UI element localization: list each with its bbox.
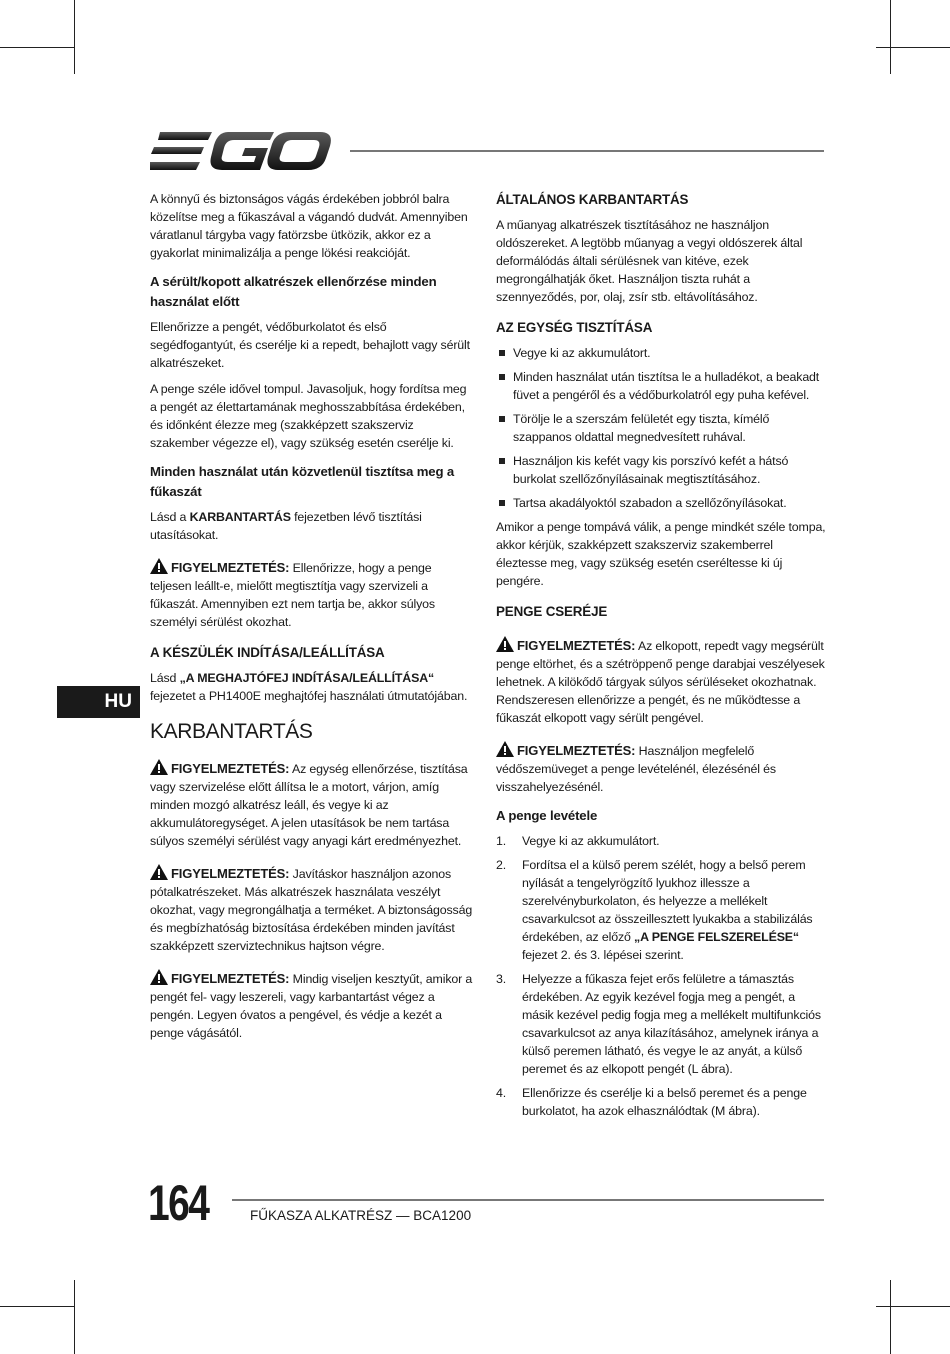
general-maintenance-heading: ÁLTALÁNOS KARBANTARTÁS	[496, 192, 689, 207]
warning-3: FIGYELMEZTETÉS: Javításkor használjon azonos pótalkatrészeket. Más alkatrészek használata veszélyt okozhat, vagy megrongálhatja a terméket. A biztonságosság és megbízhatóság biztosítása érdekében minden javítást szakképzett szerviztechnikus hajtson végre.	[150, 866, 473, 953]
warning-icon	[150, 864, 168, 880]
footer-title: FŰKASZA ALKATRÉSZ — BCA1200	[250, 1208, 472, 1223]
warning-1: FIGYELMEZTETÉS: Ellenőrizze, hogy a penge teljesen leállt-e, mielőtt megtisztítja vagy szervizeli a fűkaszát. Amennyiben ezt nem tartja be, akkor súlyos személyi sérülést okozhat.	[150, 560, 435, 629]
dull-blade-paragraph: Amikor a penge tompává válik, a penge mindkét széle tompa, akkor kérjük, szakképzett szakszerviz szakemberrel éleztesse meg, vagy szükség esetén cseréltesse ki új pengére.	[496, 520, 826, 588]
inspect-paragraph-2: A penge széle idővel tompul. Javasoljuk, hogy fordítsa meg a pengét az élettartamának meghosszabbítása érdekében, és időnként élezze meg (szakképzett szakszerviz szakember végezze el), vagy szükség esetén cserélje ki.	[150, 382, 467, 450]
blade-replacement-heading: PENGE CSERÉJE	[496, 604, 608, 619]
crop-mark	[0, 47, 74, 48]
list-item: Vegye ki az akkumulátort.	[496, 344, 826, 362]
warning-6: FIGYELMEZTETÉS: Használjon megfelelő védőszemüveget a penge levételénél, élezésénél és visszahelyezésénél.	[496, 743, 776, 794]
cleaning-list	[496, 344, 826, 512]
unit-cleaning-heading: AZ EGYSÉG TISZTÍTÁSA	[496, 320, 653, 335]
warning-2: FIGYELMEZTETÉS: Az egység ellenőrzése, tisztítása vagy szervizelése előtt állítsa le a motort, várjon, amíg minden mozgó alkatrész leáll, és vegye ki az akkumulátoregységet. A jelen utasítások be nem tartása súlyos személyi sérülést vagy anyagi kárt eredményezhet.	[150, 761, 468, 848]
removal-steps	[496, 832, 826, 1120]
crop-mark	[74, 1280, 75, 1354]
list-item: Használjon kis kefét vagy kis porszívó kefét a hátsó burkolat szellőzőnyílásainak megtisztításához.	[496, 452, 826, 488]
clean-heading: Minden használat után közvetlenül tisztítsa meg a fűkaszát	[150, 464, 455, 499]
inspect-paragraph-1: Ellenőrizze a pengét, védőburkolatot és első segédfogantyút, és cserélje ki a repedt, behajlott vagy sérült alkatrészeket.	[150, 320, 470, 370]
list-item: Törölje le a szerszám felületét egy tiszta, kímélő szappanos oldattal megnedvesített ruhával.	[496, 410, 826, 446]
crop-mark	[876, 47, 950, 48]
blade-removal-heading: A penge levétele	[496, 808, 598, 823]
step-item: 3. Helyezze a fűkasza fejet erős felületre a támasztás érdekében. Az egyik kezével fogja meg a pengét, a másik kezével pedig fogja meg a mellékelt multifunkciós csavarkulcsot az anya kilazításához, amelynek iránya a külső peremen látható, és vegye le az anyát, a külső peremet és az elkopott pengét (L ábra).	[496, 972, 821, 1076]
start-stop-paragraph: Lásd „A MEGHAJTÓFEJ INDÍTÁSA/LEÁLLÍTÁSA“ fejezetet a PH1400E meghajtófej használati útmutatójában.	[150, 671, 468, 703]
inspect-heading: A sérült/kopott alkatrészek ellenőrzése minden használat előtt	[150, 274, 437, 309]
warning-icon	[150, 759, 168, 775]
intro-paragraph: A könnyű és biztonságos vágás érdekében jobbról balra közelítse meg a fűkaszával a vágandó dudvát. Amennyiben váratlanul tárgyba vagy fatörzsbe ütközik, akkor ez a gyakorlat minimalizálja a penge lökési reakcióját.	[150, 192, 468, 260]
warning-5: FIGYELMEZTETÉS: Az elkopott, repedt vagy megsérült penge eltörhet, és a szétröppenő penge darabjai veszélyesek lehetnek. A kilökődő tárgyak súlyos sérüléseket okozhatnak. Rendszeresen ellenőrizze a pengét, és ne működtesse a fűkaszát elkopott vagy sérült pengével.	[496, 638, 825, 725]
footer-rule	[232, 1199, 824, 1201]
page-number: 164	[148, 1175, 209, 1231]
header-rule	[350, 150, 824, 152]
warning-icon	[150, 558, 168, 574]
language-tab: HU	[57, 686, 140, 718]
crop-mark	[890, 0, 891, 74]
crop-mark	[0, 1306, 74, 1307]
right-column	[496, 190, 826, 1126]
step-item: 4. Ellenőrizze és cserélje ki a belső peremet és a penge burkolatot, ha azok elhasználódtak (M ábra).	[496, 1086, 807, 1118]
list-item: Tartsa akadályoktól szabadon a szellőzőnyílásokat.	[496, 494, 826, 512]
clean-paragraph: Lásd a KARBANTARTÁS fejezetben lévő tisztítási utasításokat.	[150, 510, 422, 542]
list-item: Minden használat után tisztítsa le a hulladékot, a beakadt füvet a pengéről és a védőburkolatról egy puha kefével.	[496, 368, 826, 404]
start-stop-heading: A KÉSZÜLÉK INDÍTÁSA/LEÁLLÍTÁSA	[150, 645, 385, 660]
general-maintenance-paragraph: A műanyag alkatrészek tisztításához ne használjon oldószereket. A legtöbb műanyag a vegyi oldószerek által deformálódás általi sérülésnek van kitéve, ezek megrongálhatják őket. Használjon tiszta ruhát a szennyeződés, por, olaj, zsír stb. eltávolításához.	[496, 218, 803, 304]
warning-4: FIGYELMEZTETÉS: Mindig viseljen kesztyűt, amikor a pengét fel- vagy leszereli, vagy karbantartást végez a pengén. Legyen óvatos a pengével, és védje a kezét a penge vágásától.	[150, 971, 473, 1040]
left-column	[150, 190, 475, 1050]
crop-mark	[74, 0, 75, 74]
warning-icon	[496, 636, 514, 652]
step-item: 2. Fordítsa el a külső perem szélét, hogy a belső perem nyílását a tengelyrögzítő lyukhoz illessze a szerelvényburkolaton, és helyezze a mellékelt csavarkulcsot az összeillesztett lyukakba a stabilizálás érdekében, az előző „A PENGE FELSZERELÉSE“ fejezet 2. és 3. lépései szerint.	[496, 858, 813, 962]
warning-icon	[496, 741, 514, 757]
crop-mark	[890, 1280, 891, 1354]
warning-icon	[150, 969, 168, 985]
step-item: 1. Vegye ki az akkumulátort.	[496, 834, 660, 848]
maintenance-heading: KARBANTARTÁS	[150, 720, 313, 743]
ego-logo	[150, 130, 332, 172]
crop-mark	[876, 1306, 950, 1307]
